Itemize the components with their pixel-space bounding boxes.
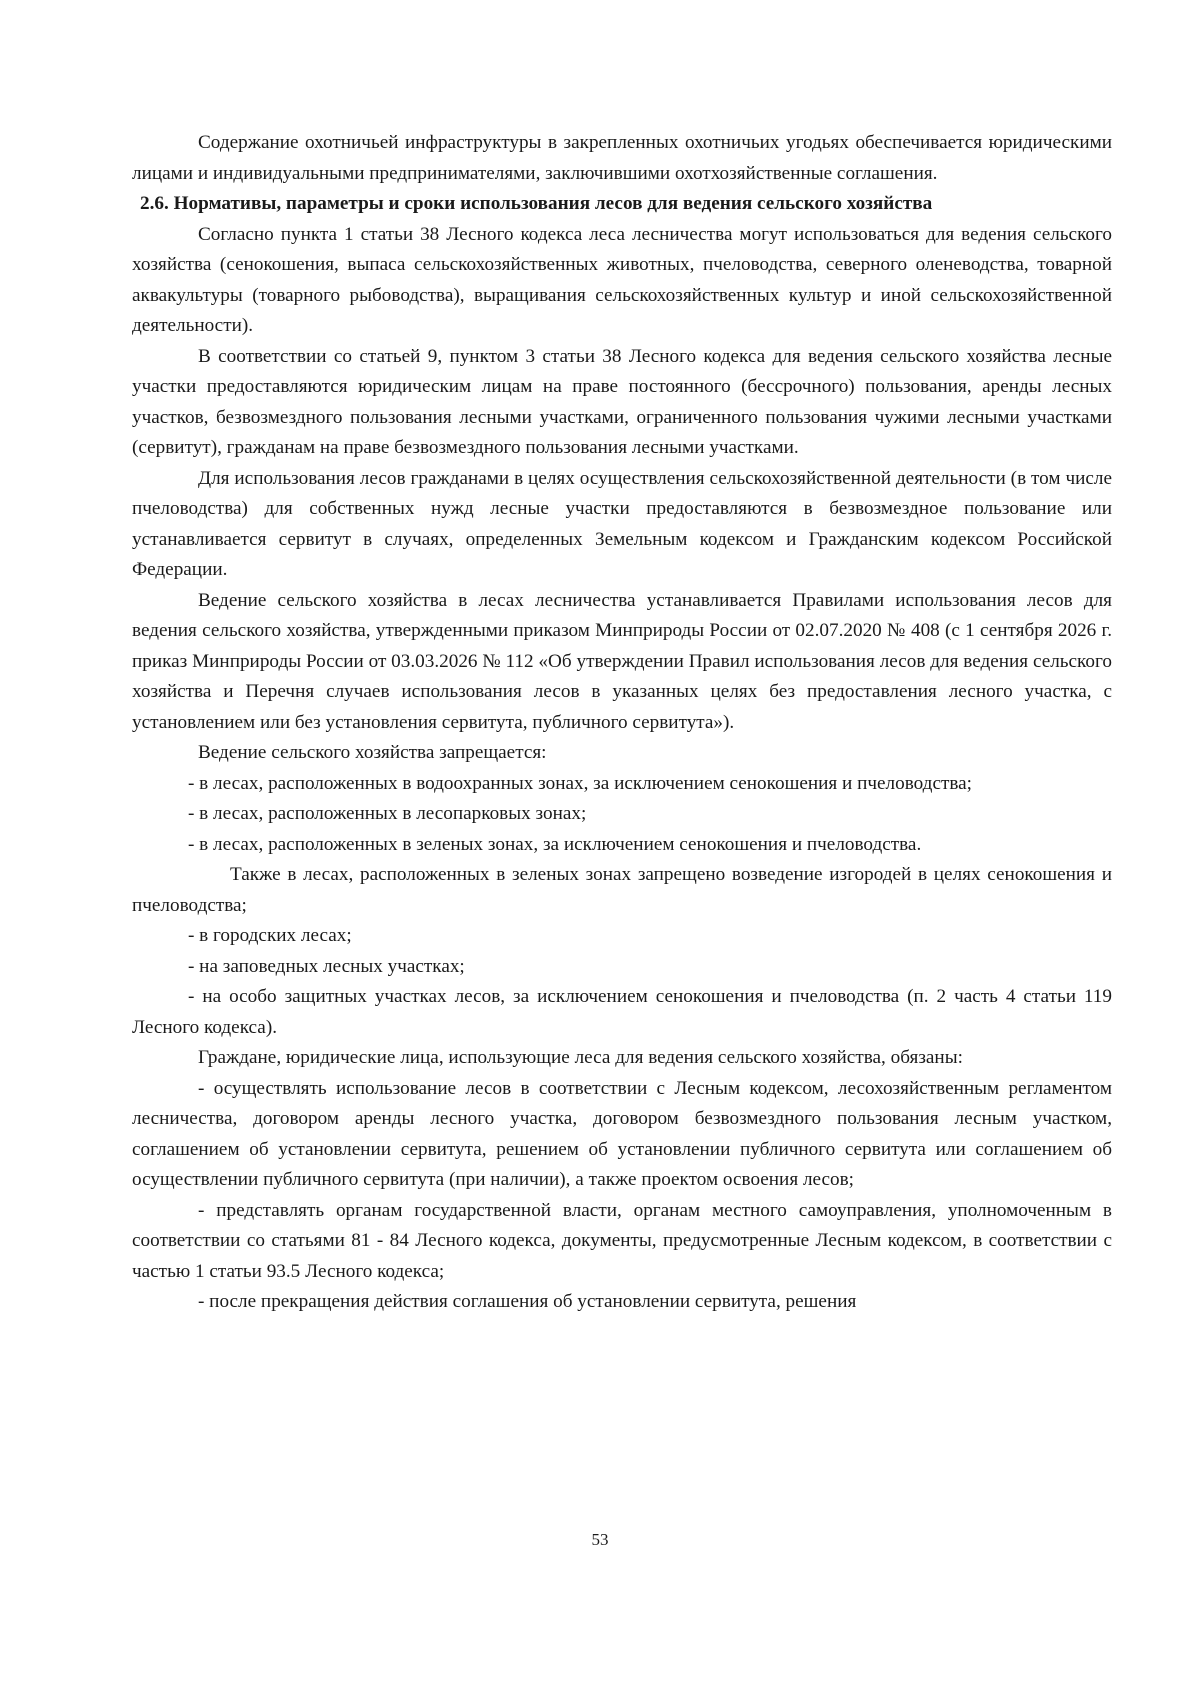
paragraph: В соответствии со статьей 9, пунктом 3 статьи 38 Лесного кодекса для ведения сельского хозяйства лесные участки предоставляются юридическим лицам на праве постоянного (бессрочного) пользования, аренды лесных участков, безвозмездного пользования лесными участками, ограниченного пользования чужими лесными участками (сервитут), гражданам на праве безвозмездного пользования лесными участками. <box>132 345 1112 458</box>
list-item: - в городских лесах; <box>188 925 352 946</box>
paragraph: Согласно пункта 1 статьи 38 Лесного кодекса леса лесничества могут использоваться для ведения сельского хозяйства (сенокошения, выпаса сельскохозяйственных животных, пчеловодства, северного оленеводства, товарной аквакультуры (товарного рыбоводства), выращивания сельскохозяйственных культур и иной сельскохозяйственной деятельности). <box>132 223 1112 336</box>
page-body <box>132 128 1112 1318</box>
list-item: - в лесах, расположенных в водоохранных зонах, за исключением сенокошения и пчеловодства; <box>188 772 972 794</box>
paragraph: Ведение сельского хозяйства запрещается: <box>198 742 547 763</box>
section-heading: 2.6. Нормативы, параметры и сроки использования лесов для ведения сельского хозяйства <box>140 193 933 214</box>
list-item: - после прекращения действия соглашения об установлении сервитута, решения <box>198 1291 857 1312</box>
list-item: - в лесах, расположенных в зеленых зонах, за исключением сенокошения и пчеловодства. <box>188 833 922 855</box>
paragraph: Граждане, юридические лица, использующие леса для ведения сельского хозяйства, обязаны: <box>198 1047 963 1068</box>
list-item: - на особо защитных участках лесов, за исключением сенокошения и пчеловодства (п. 2 часть 4 статьи 119 Лесного кодекса). <box>132 986 1112 1038</box>
paragraph: Ведение сельского хозяйства в лесах лесничества устанавливается Правилами использования лесов для ведения сельского хозяйства, утвержденными приказом Минприроды России от 02.07.2020 № 408 (с 1 сентября 2026 г. приказ Минприроды России от 03.03.2026 № 112 «Об утверждении Правил использования лесов для ведения сельского хозяйства и Перечня случаев использования лесов в указанных целях без предоставления лесного участка, с установлением или без установления сервитута, публичного сервитута»). <box>132 589 1112 733</box>
page-number: 53 <box>591 1530 609 1549</box>
paragraph: Содержание охотничьей инфраструктуры в закрепленных охотничьих угодьях обеспечивается юридическими лицами и индивидуальными предпринимателями, заключившими охотхозяйственные соглашения. <box>132 132 1112 184</box>
list-item: - на заповедных лесных участках; <box>188 955 465 977</box>
list-item: - представлять органам государственной власти, органам местного самоуправления, уполномоченным в соответствии со статьями 81 - 84 Лесного кодекса, документы, предусмотренные Лесным кодексом, в соответствии с частью 1 статьи 93.5 Лесного кодекса; <box>132 1199 1112 1282</box>
paragraph: Также в лесах, расположенных в зеленых зонах запрещено возведение изгородей в целях сенокошения и пчеловодства; <box>132 864 1112 916</box>
paragraph: Для использования лесов гражданами в целях осуществления сельскохозяйственной деятельности (в том числе пчеловодства) для собственных нужд лесные участки предоставляются в безвозмездное пользование или устанавливается сервитут в случаях, определенных Земельным кодексом и Гражданским кодексом Российской Федерации. <box>132 467 1112 580</box>
list-item: - в лесах, расположенных в лесопарковых зонах; <box>188 803 587 824</box>
list-item: - осуществлять использование лесов в соответствии с Лесным кодексом, лесохозяйственным регламентом лесничества, договором аренды лесного участка, договором безвозмездного пользования лесным участком, соглашением об установлении сервитута, решением об установлении публичного сервитута или соглашением об осуществлении публичного сервитута (при наличии), а также проектом освоения лесов; <box>132 1077 1112 1190</box>
